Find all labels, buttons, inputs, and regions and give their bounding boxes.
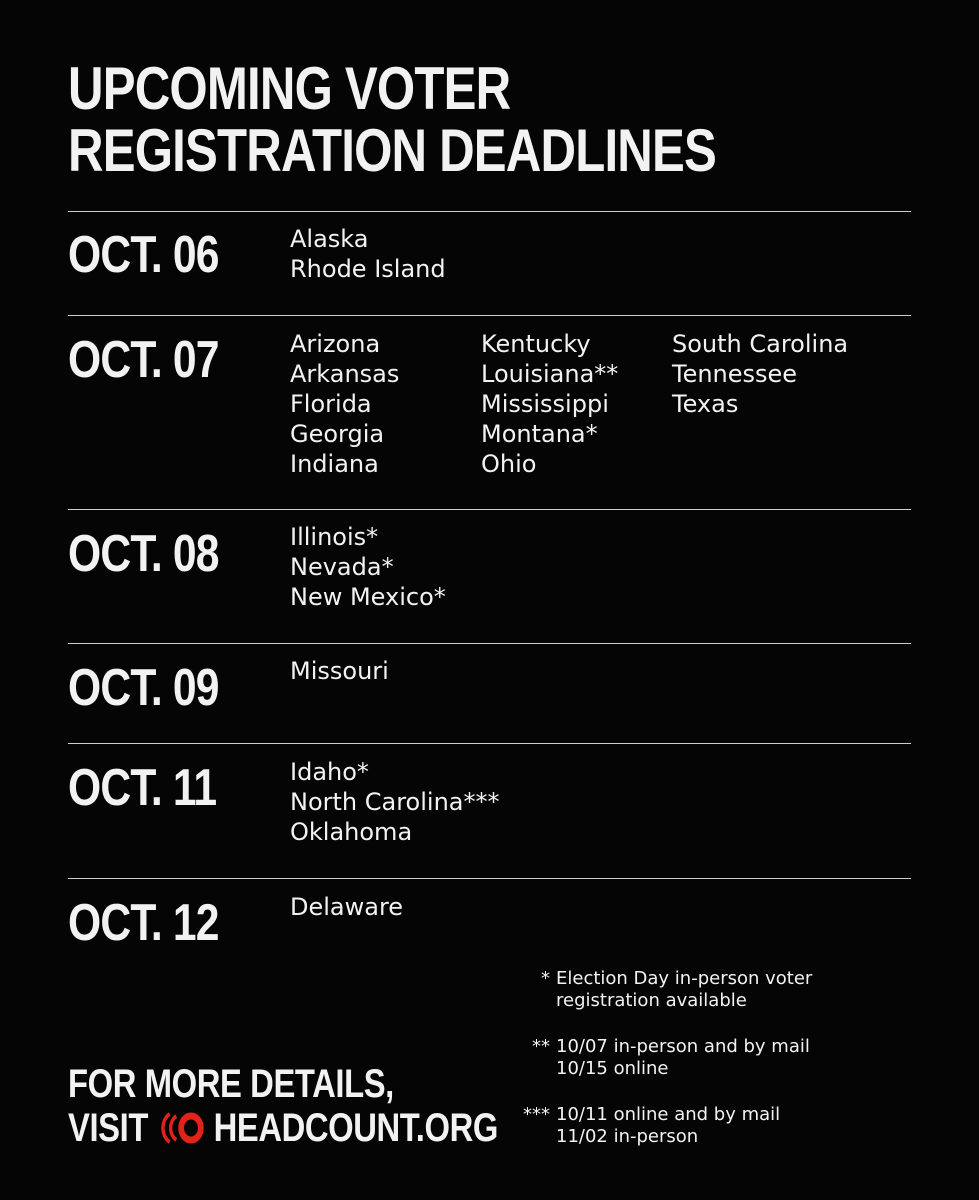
- footer-cta: [68, 1062, 498, 1150]
- state-column: [290, 329, 481, 479]
- divider: [68, 643, 911, 644]
- footnote-mark: ***: [523, 1104, 550, 1125]
- footnote-text: [556, 1036, 810, 1080]
- footnote-text: [556, 1104, 780, 1148]
- footnote-mark: **: [532, 1036, 550, 1057]
- divider: [68, 315, 911, 316]
- state-list: [290, 757, 500, 847]
- footnote-mark: *: [541, 968, 550, 989]
- state-column: [290, 757, 500, 847]
- state-item: Missouri: [290, 657, 389, 685]
- state-column: [290, 892, 481, 922]
- deadline-date: OCT. 06: [68, 226, 219, 284]
- footnotes: [500, 968, 880, 1172]
- footnote-text: [556, 968, 812, 1012]
- footer-line-2[interactable]: [68, 1106, 498, 1150]
- footnote-line: 10/11 online and by mail: [556, 1104, 781, 1125]
- state-item: Tennessee: [672, 360, 798, 388]
- state-item: Arizona: [290, 330, 381, 358]
- state-column: [290, 522, 481, 612]
- footnote-line: 11/02 in-person: [556, 1126, 699, 1147]
- state-item: Oklahoma: [290, 818, 413, 846]
- state-item: Idaho*: [290, 758, 369, 786]
- footnote-line: registration available: [556, 990, 747, 1011]
- state-column: [481, 329, 672, 479]
- footnote-line: Election Day in-person voter: [556, 968, 813, 989]
- footnote: [500, 1036, 880, 1080]
- deadline-date: OCT. 08: [68, 525, 219, 583]
- state-list: [290, 892, 481, 922]
- state-list: [290, 522, 481, 612]
- deadline-date: OCT. 11: [68, 759, 217, 817]
- state-item: Delaware: [290, 893, 404, 921]
- visit-label: VISIT: [68, 1106, 148, 1150]
- state-list: [290, 224, 481, 284]
- state-item: Arkansas: [290, 360, 400, 388]
- state-item: Mississippi: [481, 390, 609, 418]
- state-item: Montana*: [481, 420, 598, 448]
- state-item: Nevada*: [290, 553, 394, 581]
- state-item: Illinois*: [290, 523, 379, 551]
- deadline-date: OCT. 07: [68, 331, 219, 389]
- state-item: Georgia: [290, 420, 385, 448]
- divider: [68, 878, 911, 879]
- state-item: South Carolina: [672, 330, 849, 358]
- footnote-line: 10/15 online: [556, 1058, 669, 1079]
- state-column: [290, 224, 481, 284]
- state-list: [290, 329, 863, 479]
- headcount-logo-icon: [158, 1108, 207, 1148]
- divider: [68, 211, 911, 212]
- state-column: [290, 656, 481, 686]
- footnote: [500, 968, 880, 1012]
- state-item: Rhode Island: [290, 255, 446, 283]
- deadline-date: OCT. 09: [68, 659, 219, 717]
- state-item: North Carolina***: [290, 788, 500, 816]
- state-column: [672, 329, 863, 479]
- headcount-link[interactable]: HEADCOUNT.ORG: [213, 1106, 498, 1150]
- state-item: Indiana: [290, 450, 379, 478]
- divider: [68, 509, 911, 510]
- state-item: Ohio: [481, 450, 537, 478]
- state-item: Florida: [290, 390, 372, 418]
- title-line-1: UPCOMING VOTER: [68, 55, 511, 122]
- state-item: Texas: [672, 390, 739, 418]
- footer-line-1: FOR MORE DETAILS,: [68, 1062, 394, 1106]
- divider: [68, 743, 911, 744]
- state-item: Louisiana**: [481, 360, 619, 388]
- state-item: Alaska: [290, 225, 369, 253]
- title-line-2: REGISTRATION DEADLINES: [68, 117, 717, 184]
- footnote: [500, 1104, 880, 1148]
- footnote-line: 10/07 in-person and by mail: [556, 1036, 810, 1057]
- state-list: [290, 656, 481, 686]
- page-title: [68, 55, 717, 184]
- state-item: New Mexico*: [290, 583, 446, 611]
- state-item: Kentucky: [481, 330, 591, 358]
- deadline-date: OCT. 12: [68, 894, 219, 952]
